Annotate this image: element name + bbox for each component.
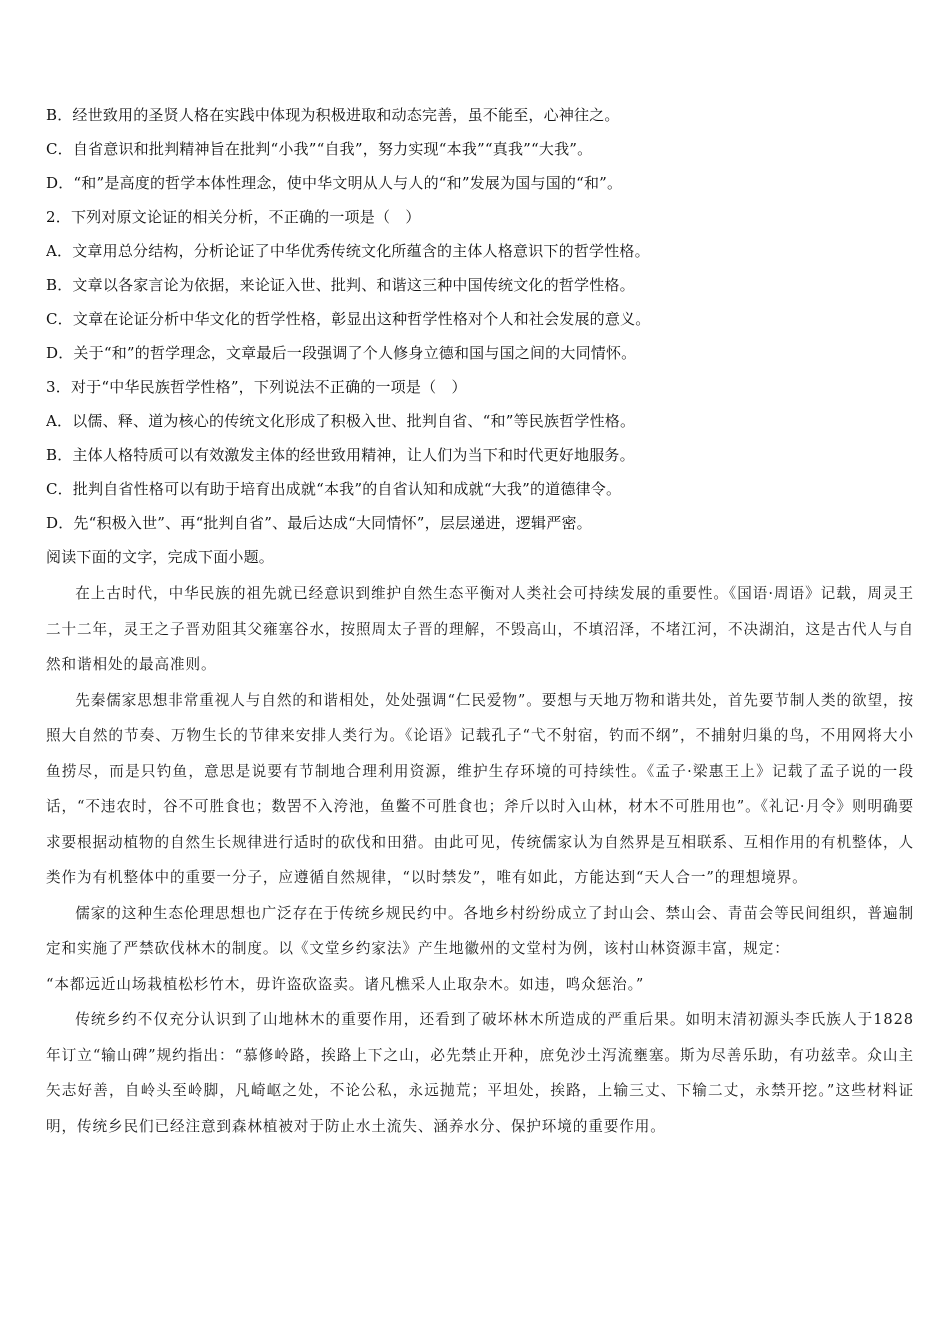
q3-option-c: C．批判自省性格可以有助于培育出成就“本我”的自省认知和成就“大我”的道德律令。 (46, 480, 622, 498)
passage-paragraph-2: 先秦儒家思想非常重视人与自然的和谐相处，处处强调“仁民爱物”。要想与天地万物和谐共处，首先要节制人类的欲望，按照大自然的节奏、万物生长的节律来安排人类行为。《论语》记载孔子“弋不射宿，钓而不纲”，不捕射归巢的鸟，不用网将大小鱼捞尽，而是只钓鱼，意思是说要有节制地合理利用资源，维护生存环境的可持续性。《孟子·梁惠王上》记载了孟子说的一段话，“不违农时，谷不可胜食也；数罟不入洿池，鱼鳖不可胜食也；斧斤以时入山林，材木不可胜用也”。《礼记·月令》则明确要求要根据动植物的自然生长规律进行适时的砍伐和田猎。由此可见，传统儒家认为自然界是互相联系、互相作用的有机整体，人类作为有机整体中的重要一分子，应遵循自然规律，“以时禁发”，唯有如此，方能达到“天人合一”的理想境界。 (46, 691, 914, 886)
passage-quote: “本都远近山场栽植松杉竹木，毋许盗砍盗卖。诸凡樵采人止取杂木。如违，鸣众惩治。” (46, 975, 645, 993)
reading-passage (46, 576, 914, 1144)
q1-option-b: B．经世致用的圣贤人格在实践中体现为积极进取和动态完善，虽不能至，心神往之。 (46, 106, 620, 124)
q1-option-c: C．自省意识和批判精神旨在批判“小我”“自我”，努力实现“本我”“真我”“大我”。 (46, 140, 593, 158)
passage-paragraph-3: 儒家的这种生态伦理思想也广泛存在于传统乡规民约中。各地乡村纷纷成立了封山会、禁山会、青苗会等民间组织，普遍制定和实施了严禁砍伐林木的制度。以《文堂乡约家法》产生地徽州的文堂村为例，该村山林资源丰富，规定： (46, 904, 914, 957)
q2-option-c: C．文章在论证分析中华文化的哲学性格，彰显出这种哲学性格对个人和社会发展的意义。 (46, 310, 651, 328)
q3-option-a: A．以儒、释、道为核心的传统文化形成了积极入世、批判自省、“和”等民族哲学性格。 (46, 412, 636, 430)
reading-instruction: 阅读下面的文字，完成下面小题。 (46, 548, 275, 566)
q2-stem: 2．下列对原文论证的相关分析，不正确的一项是（ ） (46, 208, 421, 226)
q3-option-d: D．先“积极入世”、再“批判自省”、最后达成“大同情怀”，层层递进，逻辑严密。 (46, 514, 592, 532)
passage-paragraph-4: 传统乡约不仅充分认识到了山地林木的重要作用，还看到了破坏林木所造成的严重后果。如明末清初源头李氏族人于1828年订立“输山碑”规约指出：“慕修岭路，挨路上下之山，必先禁止开种，庶免沙土泻流壅塞。斯为尽善乐助，有功兹幸。众山主矢志好善，自岭头至岭脚，凡崎岖之处，不论公私，永远抛荒；平坦处，挨路，上输三丈、下输二丈，永禁开挖。”这些材料证明，传统乡民们已经注意到森林植被对于防止水土流失、涵养水分、保护环境的重要作用。 (46, 1011, 914, 1135)
passage-paragraph-1: 在上古时代，中华民族的祖先就已经意识到维护自然生态平衡对人类社会可持续发展的重要性。《国语·周语》记载，周灵王二十二年，灵王之子晋劝阻其父雍塞谷水，按照周太子晋的理解，不毁高山，不填沼泽，不堵江河，不决湖泊，这是古代人与自然和谐相处的最高准则。 (46, 585, 914, 673)
q3-option-b: B．主体人格特质可以有效激发主体的经世致用精神，让人们为当下和时代更好地服务。 (46, 446, 635, 464)
q2-option-b: B．文章以各家言论为依据，来论证入世、批判、和谐这三种中国传统文化的哲学性格。 (46, 276, 635, 294)
exam-page (46, 98, 914, 1144)
q2-option-a: A．文章用总分结构，分析论证了中华优秀传统文化所蕴含的主体人格意识下的哲学性格。 (46, 242, 650, 260)
q1-option-d: D．“和”是高度的哲学本体性理念，使中华文明从人与人的“和”发展为国与国的“和”。 (46, 174, 623, 192)
q2-option-d: D．关于“和”的哲学理念，文章最后一段强调了个人修身立德和国与国之间的大同情怀。 (46, 344, 637, 362)
q3-stem: 3．对于“中华民族哲学性格”，下列说法不正确的一项是（ ） (46, 378, 467, 396)
